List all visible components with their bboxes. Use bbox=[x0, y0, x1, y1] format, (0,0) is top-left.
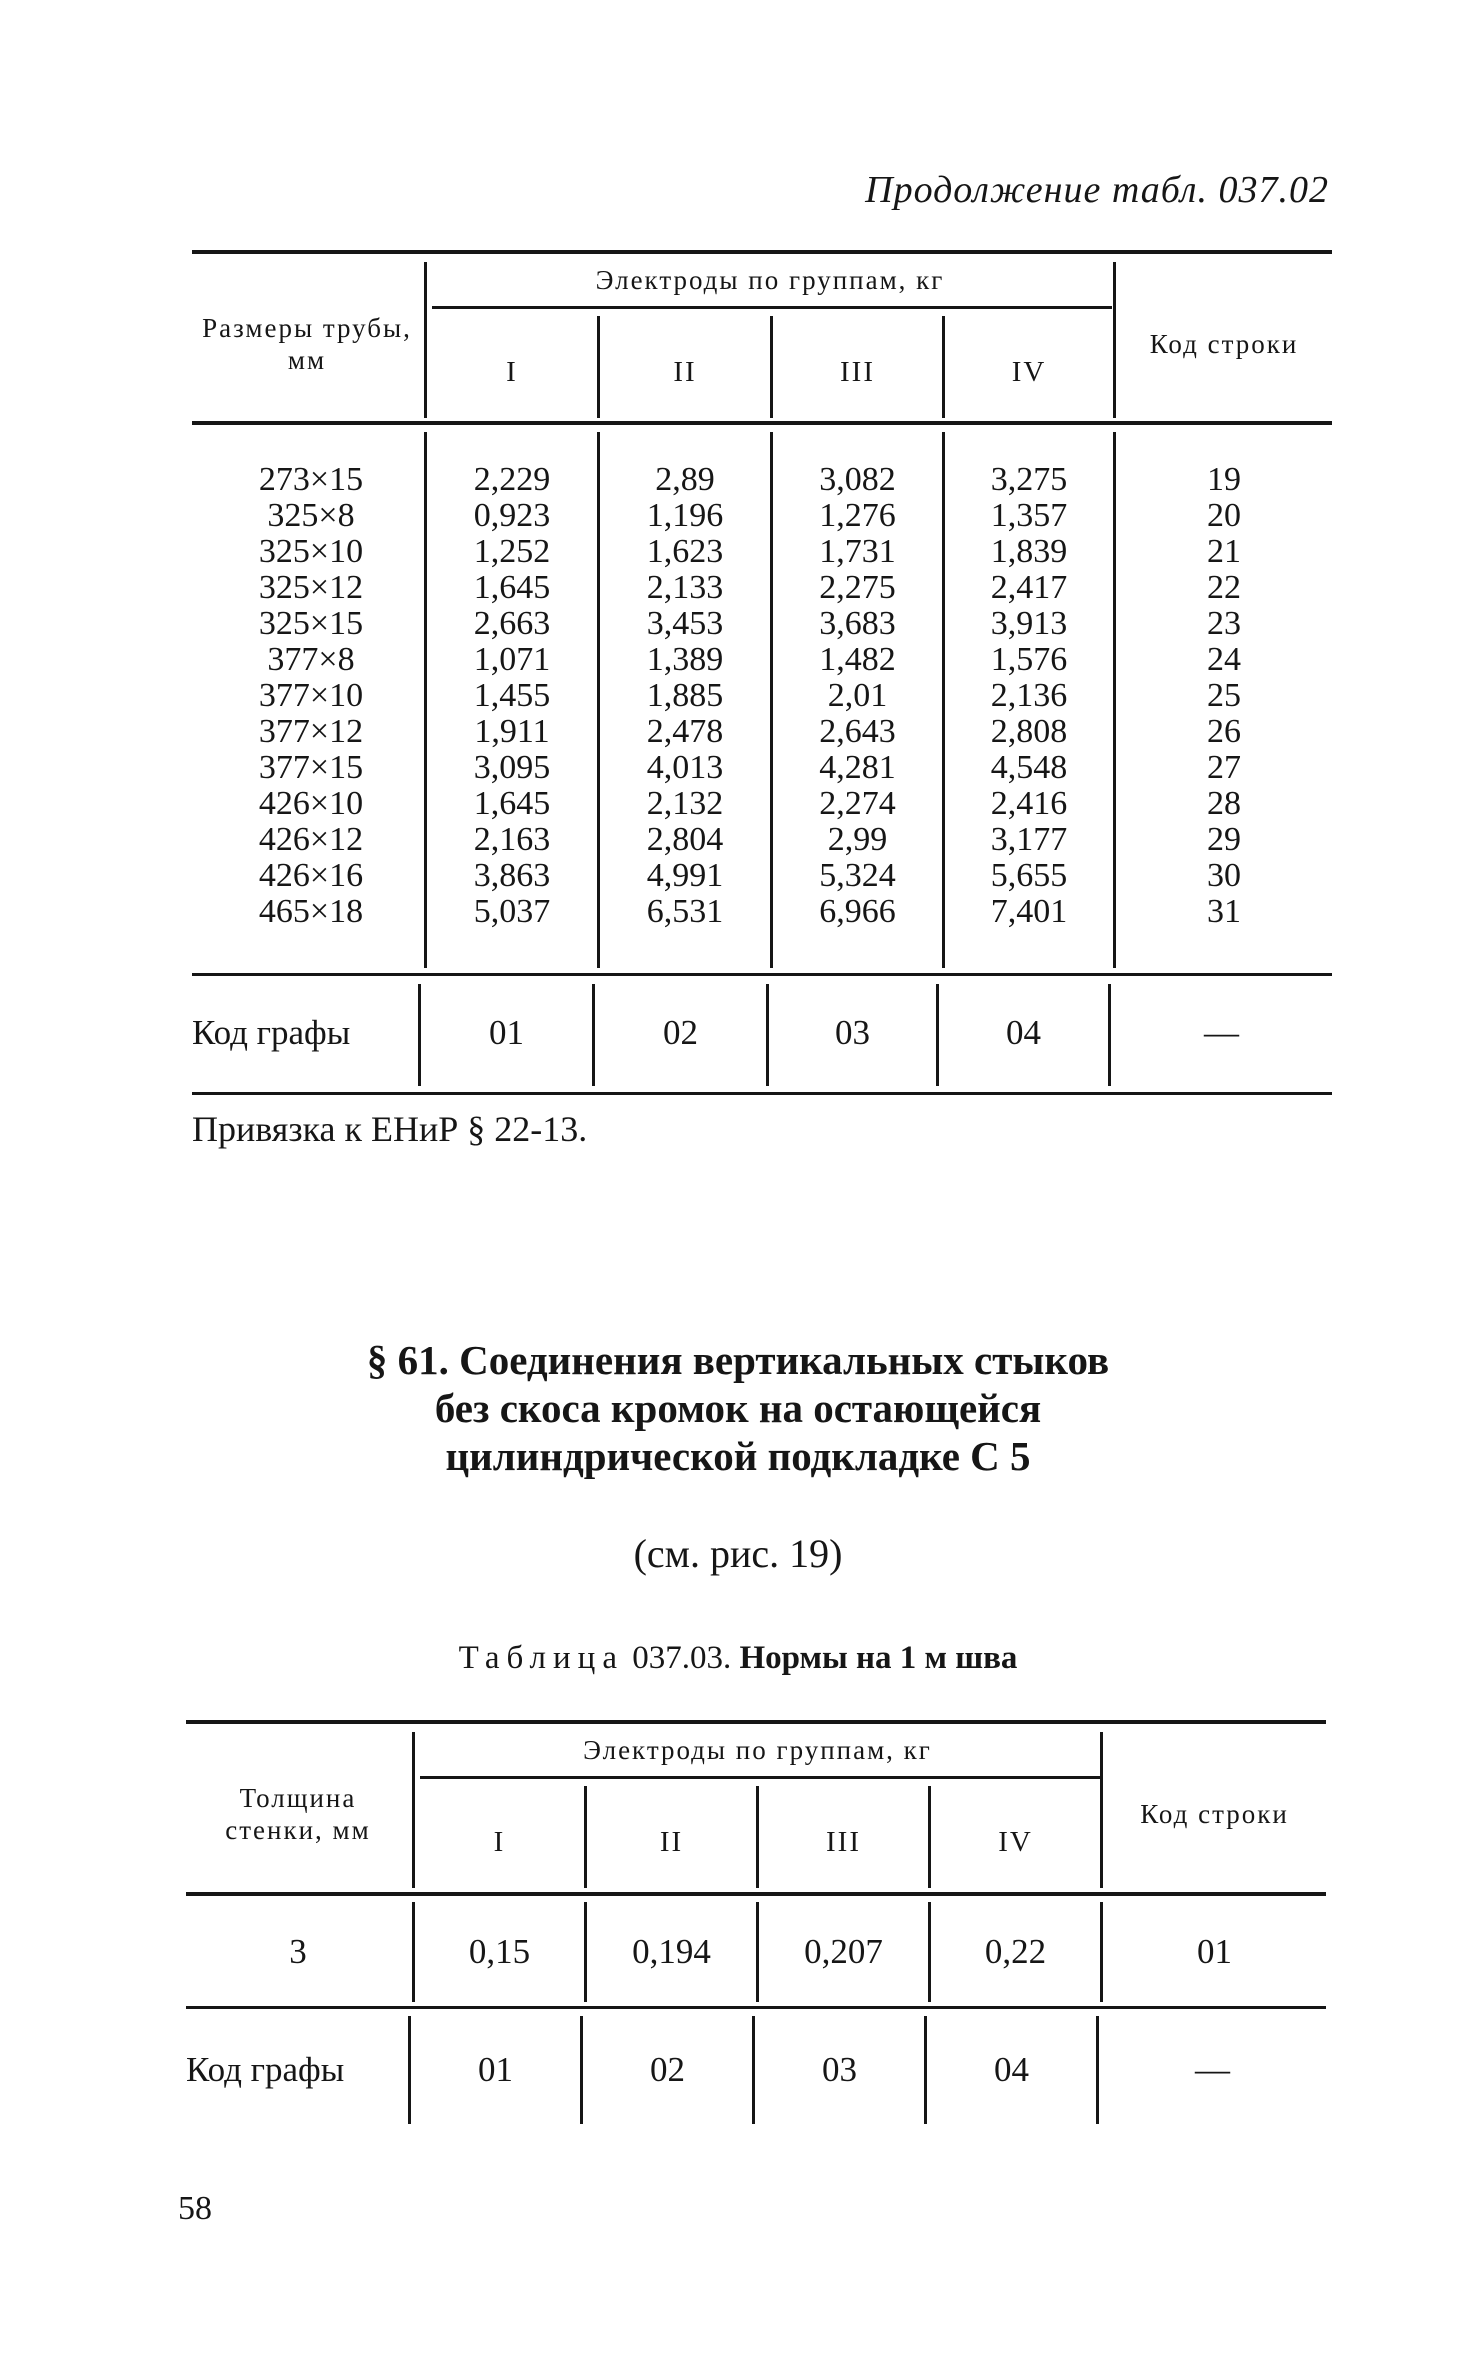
table-cell: 2,01 bbox=[827, 677, 888, 714]
table2-column-code-1: 01 bbox=[478, 2050, 513, 2089]
table-cell: 5,037 bbox=[473, 893, 551, 930]
caption-word: Таблица bbox=[458, 1640, 624, 1676]
table2-group-4: IV bbox=[998, 1826, 1033, 1858]
table1-column-code-2: 02 bbox=[663, 1013, 698, 1052]
table1-top-rule bbox=[192, 250, 1332, 254]
table-cell: 25 bbox=[1207, 677, 1241, 714]
section-heading-line-1: § 61. Соединения вертикальных стыков bbox=[366, 1337, 1110, 1383]
table1-group-4-column bbox=[945, 462, 1113, 930]
table-cell: 2,478 bbox=[646, 713, 724, 750]
table-cell: 4,281 bbox=[819, 749, 896, 786]
table-cell: 2,643 bbox=[819, 713, 896, 750]
table-cell: 3,275 bbox=[990, 461, 1068, 498]
table1-group-4: IV bbox=[1011, 356, 1047, 388]
table-cell: 28 bbox=[1207, 785, 1241, 822]
table-row: 377×8 bbox=[267, 641, 355, 678]
table1-body-rule bbox=[192, 973, 1332, 976]
table-cell: 1,885 bbox=[646, 677, 724, 714]
table2-column-code-3: 03 bbox=[822, 2050, 857, 2089]
table2-value-1: 0,15 bbox=[468, 1932, 531, 1971]
table-cell: 1,645 bbox=[473, 785, 551, 822]
table-cell: 3,095 bbox=[473, 749, 551, 786]
table-cell: 1,389 bbox=[646, 641, 724, 678]
caption-number: 037.03. bbox=[632, 1640, 732, 1676]
section-heading-line-2: без скоса кромок на остающейся bbox=[434, 1385, 1042, 1431]
table-cell: 3,082 bbox=[819, 461, 896, 498]
table-caption bbox=[0, 1640, 1476, 1677]
table-cell: 20 bbox=[1207, 497, 1241, 534]
reference-note: Привязка к ЕНиР § 22-13. bbox=[192, 1109, 588, 1149]
table-cell: 23 bbox=[1207, 605, 1241, 642]
table-cell: 1,839 bbox=[990, 533, 1068, 570]
table2-body-rule bbox=[186, 2006, 1326, 2009]
table-cell: 3,683 bbox=[819, 605, 896, 642]
table2-code-header: Код строки bbox=[1140, 1799, 1289, 1829]
table-cell: 2,99 bbox=[827, 821, 888, 858]
table-cell: 2,804 bbox=[646, 821, 724, 858]
table-cell: 1,911 bbox=[474, 713, 550, 750]
table-row: 465×18 bbox=[258, 893, 364, 930]
table-cell: 5,324 bbox=[819, 857, 896, 894]
table-cell: 6,966 bbox=[819, 893, 896, 930]
table2-column-code-2: 02 bbox=[650, 2050, 685, 2089]
table2-column-code-4: 04 bbox=[994, 2050, 1029, 2089]
table-cell: 30 bbox=[1207, 857, 1241, 894]
table-cell: 2,274 bbox=[819, 785, 896, 822]
table1-column-code-3: 03 bbox=[835, 1013, 870, 1052]
table-cell: 2,416 bbox=[990, 785, 1068, 822]
table-cell: 1,455 bbox=[473, 677, 551, 714]
table-cell: 3,863 bbox=[473, 857, 551, 894]
table-row: 325×12 bbox=[258, 569, 364, 606]
section-heading-line-3: цилиндрической подкладке С 5 bbox=[445, 1433, 1031, 1479]
table-cell: 1,357 bbox=[990, 497, 1068, 534]
table-cell: 2,163 bbox=[473, 821, 551, 858]
table2-value-4: 0,22 bbox=[984, 1932, 1047, 1971]
table-cell: 2,663 bbox=[473, 605, 551, 642]
table-cell: 2,417 bbox=[990, 569, 1068, 606]
table-cell: 2,229 bbox=[473, 461, 551, 498]
table-cell: 3,913 bbox=[990, 605, 1068, 642]
table2-value-2: 0,194 bbox=[632, 1932, 711, 1971]
table-cell: 2,133 bbox=[646, 569, 724, 606]
table-cell: 1,482 bbox=[819, 641, 896, 678]
table2-top-rule bbox=[186, 1720, 1326, 1724]
table-cell: 22 bbox=[1207, 569, 1241, 606]
table-cell: 26 bbox=[1207, 713, 1241, 750]
table-cell: 27 bbox=[1207, 749, 1241, 786]
table-row: 377×10 bbox=[258, 677, 364, 714]
table2-header-rule bbox=[186, 1892, 1326, 1896]
table2-value-3: 0,207 bbox=[804, 1932, 883, 1971]
table1-dash: — bbox=[1204, 1013, 1239, 1052]
table1-group-1-column bbox=[427, 462, 597, 930]
table-row: 377×12 bbox=[258, 713, 364, 750]
continuation-label: Продолжение табл. 037.02 bbox=[865, 169, 1329, 211]
table1-group-1: I bbox=[506, 356, 518, 388]
table1-group-2: II bbox=[673, 356, 697, 388]
table-cell: 1,252 bbox=[473, 533, 551, 570]
table-cell: 1,276 bbox=[819, 497, 896, 534]
table2-thickness-header: Толщина стенки, мм bbox=[225, 1783, 371, 1845]
table2-group-rule bbox=[420, 1776, 1102, 1779]
table-cell: 4,013 bbox=[646, 749, 724, 786]
caption-title: Нормы на 1 м шва bbox=[739, 1640, 1018, 1676]
table1-bottom-rule bbox=[192, 1092, 1332, 1095]
table1-size-header: Размеры трубы, мм bbox=[202, 313, 412, 375]
table2-group-3: III bbox=[826, 1826, 861, 1858]
table2-group-header: Электроды по группам, кг bbox=[583, 1735, 932, 1765]
table-cell: 1,731 bbox=[819, 533, 896, 570]
table-cell: 2,275 bbox=[819, 569, 896, 606]
table-cell: 4,991 bbox=[646, 857, 724, 894]
table-cell: 2,89 bbox=[655, 461, 715, 498]
table-cell: 21 bbox=[1207, 533, 1241, 570]
table-cell: 19 bbox=[1207, 461, 1241, 498]
table-cell: 1,071 bbox=[473, 641, 551, 678]
table1-group-3: III bbox=[840, 356, 875, 388]
table-cell: 31 bbox=[1207, 893, 1241, 930]
table1-header-rule bbox=[192, 421, 1332, 425]
table-row: 325×15 bbox=[258, 605, 364, 642]
table-cell: 2,808 bbox=[990, 713, 1068, 750]
table2-thickness-value: 3 bbox=[289, 1932, 307, 1971]
table-row: 325×10 bbox=[258, 533, 364, 570]
table1-code-column bbox=[1116, 462, 1332, 930]
table-cell: 3,177 bbox=[990, 821, 1068, 858]
table-cell: 2,136 bbox=[990, 677, 1068, 714]
table2-group-1: I bbox=[493, 1826, 506, 1858]
table1-column-code-4: 04 bbox=[1006, 1013, 1041, 1052]
table-cell: 3,453 bbox=[646, 605, 724, 642]
table1-column-code-1: 01 bbox=[489, 1013, 524, 1052]
table-cell: 7,401 bbox=[990, 893, 1068, 930]
table-row: 426×16 bbox=[258, 857, 364, 894]
table2-row-code: 01 bbox=[1197, 1932, 1232, 1971]
table1-code-header: Код строки bbox=[1149, 329, 1299, 359]
table-cell: 4,548 bbox=[990, 749, 1068, 786]
table1-group-rule bbox=[432, 306, 1112, 309]
table-row: 426×12 bbox=[258, 821, 364, 858]
table2-dash: — bbox=[1195, 2050, 1230, 2089]
table-cell: 1,623 bbox=[646, 533, 724, 570]
table-cell: 1,196 bbox=[646, 497, 724, 534]
table-row: 273×15 bbox=[258, 461, 364, 498]
page-number: 58 bbox=[178, 2190, 212, 2227]
table1-group-3-column bbox=[773, 462, 942, 930]
table-row: 426×10 bbox=[258, 785, 364, 822]
table1-group-header: Электроды по группам, кг bbox=[595, 265, 945, 295]
table-cell: 1,645 bbox=[473, 569, 551, 606]
table1-sizes-column bbox=[206, 462, 416, 930]
table2-column-code-label: Код графы bbox=[186, 2050, 345, 2089]
table-cell: 6,531 bbox=[646, 893, 724, 930]
table1-group-2-column bbox=[600, 462, 770, 930]
figure-reference: (см. рис. 19) bbox=[633, 1531, 843, 1576]
table2-group-2: II bbox=[659, 1826, 684, 1858]
table-cell: 5,655 bbox=[990, 857, 1068, 894]
table-cell: 1,576 bbox=[990, 641, 1068, 678]
table1-column-code-label: Код графы bbox=[192, 1013, 351, 1052]
table-cell: 24 bbox=[1207, 641, 1241, 678]
table-cell: 0,923 bbox=[473, 497, 551, 534]
table-row: 325×8 bbox=[267, 497, 355, 534]
table-cell: 29 bbox=[1207, 821, 1241, 858]
table-row: 377×15 bbox=[258, 749, 364, 786]
table-cell: 2,132 bbox=[646, 785, 724, 822]
